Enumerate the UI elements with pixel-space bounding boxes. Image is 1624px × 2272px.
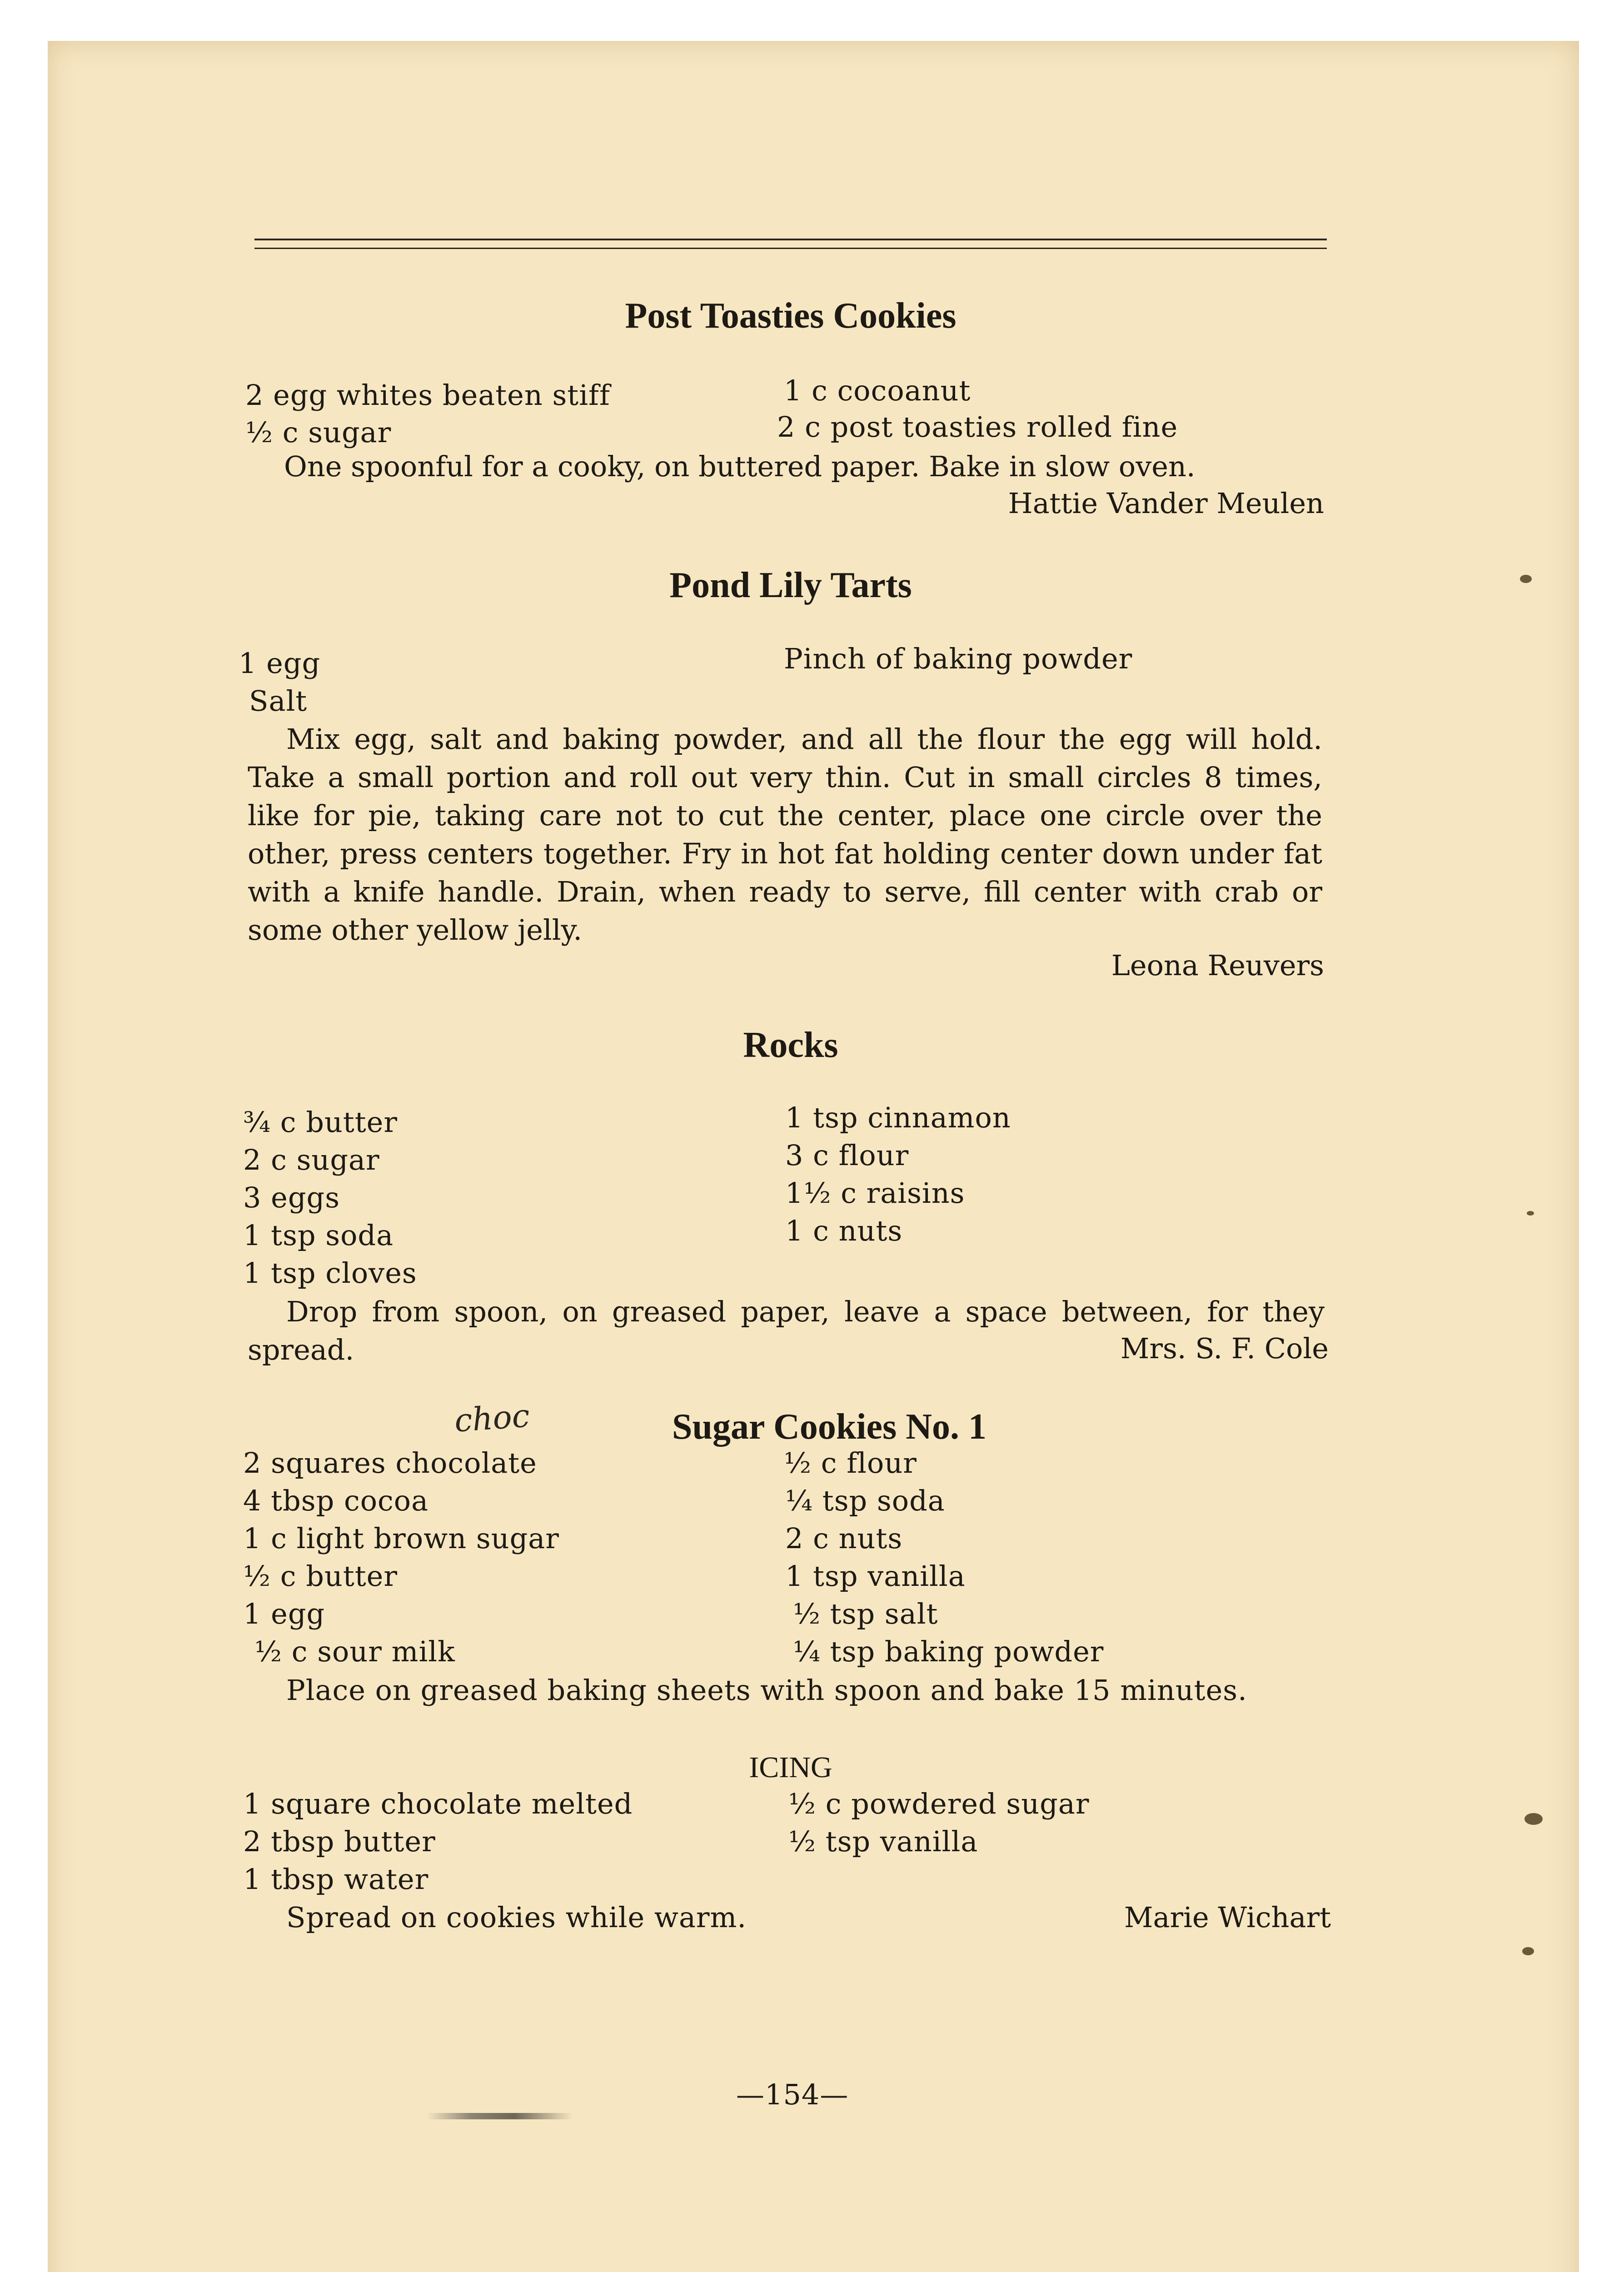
edge-mark [1522,1947,1534,1955]
recipe-title: Pond Lily Tarts [669,565,912,605]
ingredient: 1 egg [239,647,321,680]
ingredient: ¼ tsp baking powder [793,1635,1104,1668]
top-rule-2 [254,248,1327,249]
ingredient: ½ c flour [784,1446,917,1480]
ingredient: 1 tsp soda [243,1219,394,1252]
ingredient: 1 tsp cinnamon [785,1101,1011,1134]
recipe-method: Spread on cookies while warm. [286,1901,747,1934]
section-title: ICING [749,1751,832,1784]
edge-mark [1527,1211,1534,1216]
recipe-author: Leona Reuvers [1111,949,1324,982]
ingredient: ½ tsp vanilla [788,1825,978,1858]
recipe-method: Mix egg, salt and baking powder, and all the flour the egg will hold. Take a small portion and roll out very thin. Cut in small circles 8 times, like for pie, taking care not to cut the center, place one circle over the other, press centers together. Fry in hot fat holding center down under fat with a knife handle. Drain, when ready to serve, fill center with crab or some other yellow jelly. [248,722,1322,947]
ingredient: 2 squares chocolate [243,1446,537,1480]
ingredient: 1 square chocolate melted [243,1787,633,1820]
ingredient: 2 c post toasties rolled fine [777,410,1178,443]
recipe-title: Rocks [743,1025,838,1065]
recipe-author: Marie Wichart [1124,1901,1331,1934]
ingredient: 1 tbsp water [243,1863,429,1896]
ingredient: 1 egg [243,1597,325,1630]
recipe-method: Drop from spoon, on greased paper, leave a space between, for they spread. [248,1295,1325,1366]
ingredient: 1 tsp vanilla [785,1560,966,1593]
top-rule [254,239,1327,240]
recipe-author: Hattie Vander Meulen [1008,487,1324,520]
ingredient: 2 c nuts [785,1522,903,1555]
ink-smudge [427,2113,573,2119]
ingredient: ½ tsp salt [793,1597,938,1630]
ingredient: ½ c sour milk [254,1635,455,1668]
ingredient: 2 c sugar [243,1143,380,1176]
page-number: —154— [736,2078,849,2111]
ingredient: 1 c nuts [785,1214,903,1247]
ingredient: 2 egg whites beaten stiff [245,379,610,412]
edge-mark [1524,1813,1543,1825]
ingredient: ½ c butter [243,1560,398,1593]
ingredient: 3 c flour [785,1139,909,1172]
ingredient: 3 eggs [243,1181,340,1214]
ingredient: 4 tbsp cocoa [243,1484,429,1517]
recipe-author: Mrs. S. F. Cole [1120,1332,1329,1365]
ingredient: 1 c light brown sugar [243,1522,559,1555]
ingredient: 1 tsp cloves [243,1256,417,1290]
ingredient: ¾ c butter [243,1106,398,1139]
ingredient: ½ c powdered sugar [788,1787,1090,1820]
ingredient: 2 tbsp butter [243,1825,436,1858]
recipe-method: One spoonful for a cooky, on buttered paper. Bake in slow oven. [284,450,1196,483]
ingredient: 1½ c raisins [785,1176,965,1210]
ingredient: 1 c cocoanut [784,374,971,407]
ingredient: Pinch of baking powder [784,642,1133,675]
edge-mark [1520,575,1532,583]
recipe-method: Place on greased baking sheets with spoon and bake 15 minutes. [286,1674,1247,1707]
handwritten-annotation: choc [453,1397,531,1440]
ingredient: Salt [249,684,308,717]
ingredient: ¼ tsp soda [785,1484,945,1517]
ingredient: ½ c sugar [245,416,392,449]
recipe-title: Sugar Cookies No. 1 [672,1407,986,1447]
recipe-title: Post Toasties Cookies [625,296,956,336]
